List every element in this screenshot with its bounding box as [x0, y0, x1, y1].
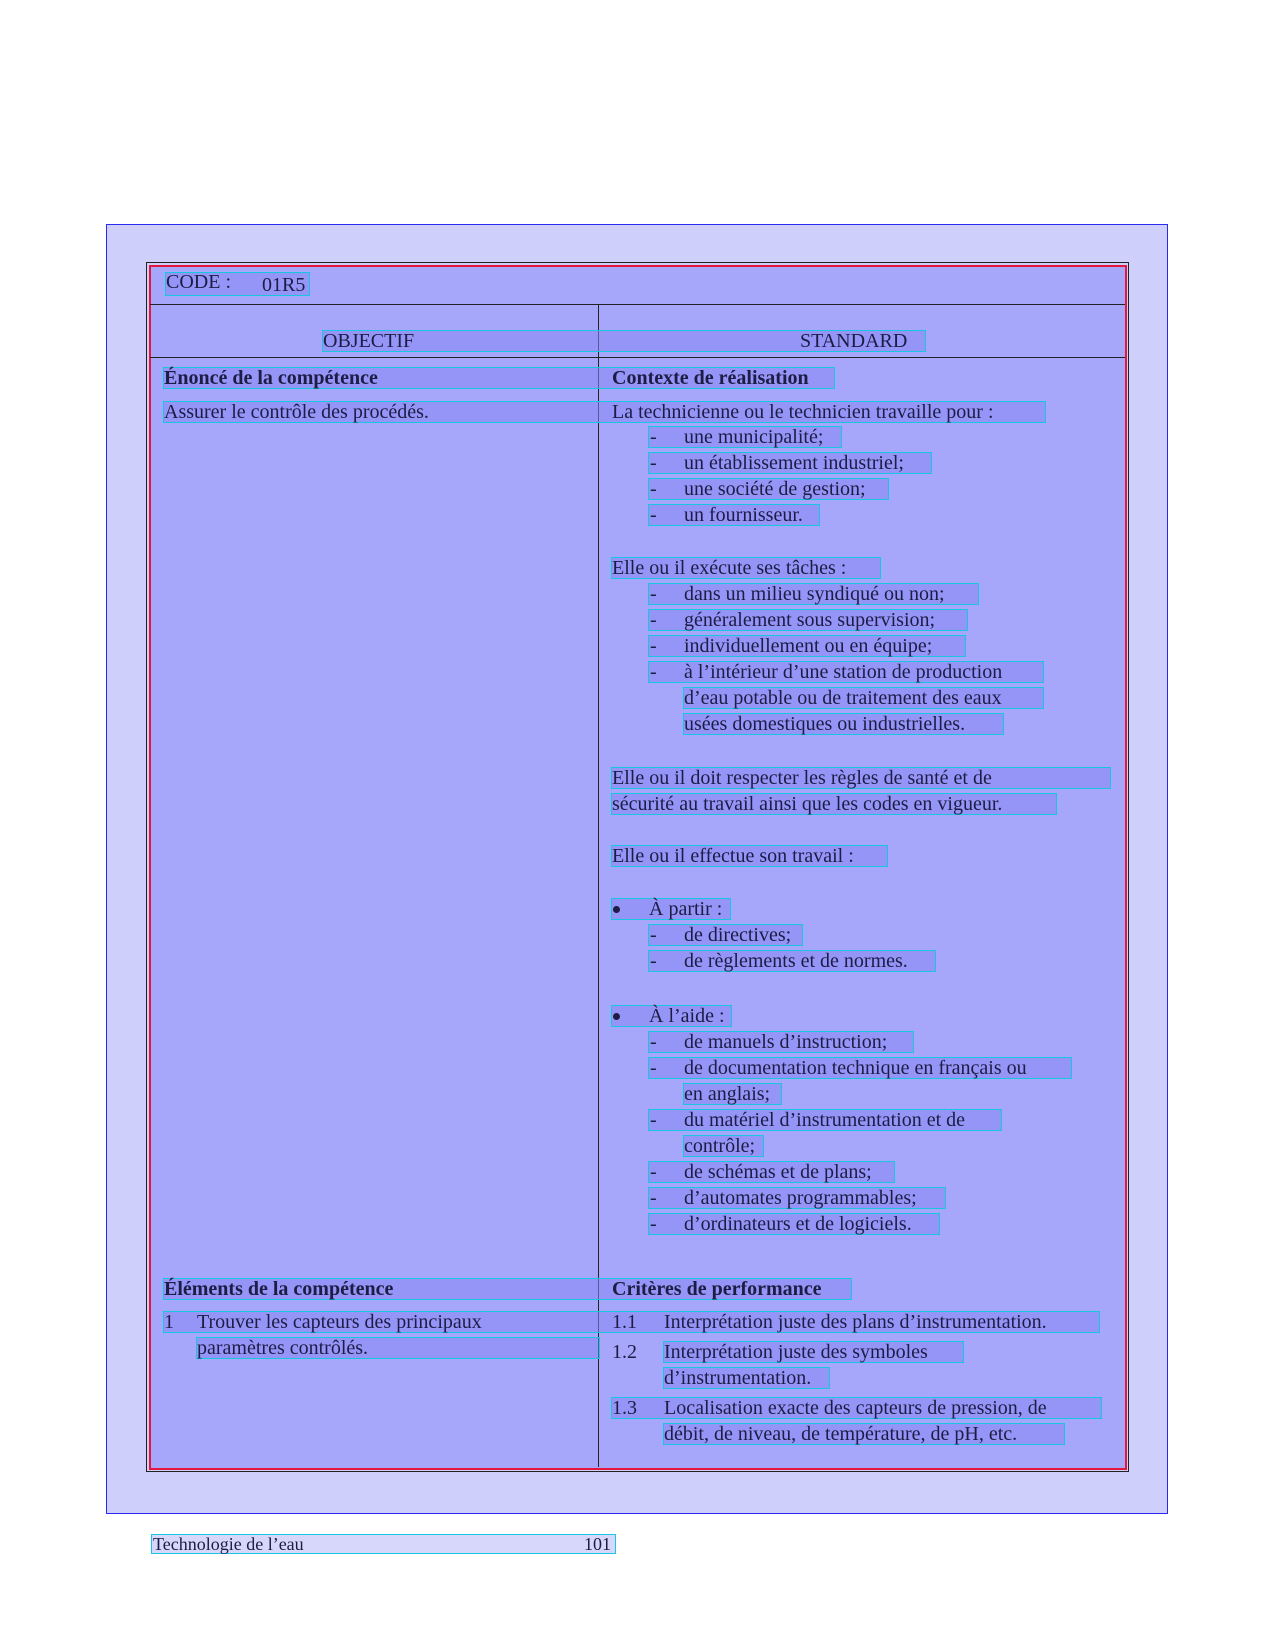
criterion-number: 1.1 [612, 1311, 637, 1333]
criterion-text: Localisation exacte des capteurs de pression, de [664, 1397, 1047, 1419]
list-item: de directives; [684, 924, 792, 946]
work-intro: Elle ou il effectue son travail : [612, 845, 854, 867]
contexte-heading: Contexte de réalisation [612, 367, 809, 389]
list-item: de documentation technique en français ou [684, 1057, 1027, 1079]
dash-icon: - [650, 583, 657, 605]
competence-statement: Assurer le contrôle des procédés. [164, 401, 429, 423]
code-label: CODE : [166, 271, 231, 293]
element-line-2: paramètres contrôlés. [197, 1337, 369, 1359]
criterion-number: 1.2 [612, 1341, 637, 1363]
criterion-text: d’instrumentation. [664, 1367, 812, 1389]
elements-heading: Éléments de la compétence [164, 1278, 394, 1300]
dash-icon: - [650, 609, 657, 631]
list-item: généralement sous supervision; [684, 609, 936, 631]
page-number: 101 [584, 1534, 611, 1554]
header-divider [150, 304, 1125, 305]
element-number: 1 [164, 1311, 174, 1333]
dash-icon: - [650, 1161, 657, 1183]
dash-icon: - [650, 1057, 657, 1079]
list-item: un fournisseur. [684, 504, 803, 526]
list-item: de manuels d’instruction; [684, 1031, 888, 1053]
list-item: dans un milieu syndiqué ou non; [684, 583, 945, 605]
list-item: individuellement ou en équipe; [684, 635, 933, 657]
dash-icon: - [650, 426, 657, 448]
list-item: de règlements et de normes. [684, 950, 908, 972]
dash-icon: - [650, 1031, 657, 1053]
element-line-1: Trouver les capteurs des principaux [197, 1311, 482, 1333]
bullet-icon [613, 906, 620, 913]
criterion-number: 1.3 [612, 1397, 637, 1419]
criterion-text: Interprétation juste des plans d’instrumentation. [664, 1311, 1047, 1333]
list-item: à l’intérieur d’une station de production [684, 661, 1003, 683]
dash-icon: - [650, 661, 657, 683]
footer-title: Technologie de l’eau [153, 1534, 304, 1554]
objectif-header: OBJECTIF [323, 330, 415, 352]
dash-icon: - [650, 478, 657, 500]
dash-icon: - [650, 950, 657, 972]
bullet-icon [613, 1013, 620, 1020]
list-item: d’ordinateurs et de logiciels. [684, 1213, 912, 1235]
standard-header: STANDARD [800, 330, 908, 352]
exec-intro: Elle ou il exécute ses tâches : [612, 557, 847, 579]
dash-icon: - [650, 1187, 657, 1209]
rules-line-2: sécurité au travail ainsi que les codes en vigueur. [612, 793, 1003, 815]
criterion-text: Interprétation juste des symboles [664, 1341, 928, 1363]
dash-icon: - [650, 924, 657, 946]
columns-divider [150, 357, 1125, 358]
page-footer [151, 1534, 616, 1554]
enonce-heading: Énoncé de la compétence [164, 367, 378, 389]
list-item: une municipalité; [684, 426, 824, 448]
list-item-continued: contrôle; [684, 1135, 756, 1157]
dash-icon: - [650, 1213, 657, 1235]
list-item: un établissement industriel; [684, 452, 904, 474]
dash-icon: - [650, 635, 657, 657]
dash-icon: - [650, 452, 657, 474]
rules-line-1: Elle ou il doit respecter les règles de santé et de [612, 767, 992, 789]
list-item-continued: en anglais; [684, 1083, 771, 1105]
list-item: de schémas et de plans; [684, 1161, 872, 1183]
code-value: 01R5 [262, 274, 306, 296]
list-item: d’automates programmables; [684, 1187, 917, 1209]
dash-icon: - [650, 504, 657, 526]
from-label: À partir : [649, 898, 723, 920]
criteres-heading: Critères de performance [612, 1278, 822, 1300]
dash-icon: - [650, 1109, 657, 1131]
aid-label: À l’aide : [649, 1005, 725, 1027]
criterion-text: débit, de niveau, de température, de pH, etc. [664, 1423, 1018, 1445]
list-item-continued: d’eau potable ou de traitement des eaux [684, 687, 1002, 709]
context-intro: La technicienne ou le technicien travaille pour : [612, 401, 994, 423]
list-item: une société de gestion; [684, 478, 866, 500]
list-item: du matériel d’instrumentation et de [684, 1109, 966, 1131]
list-item-continued: usées domestiques ou industrielles. [684, 713, 966, 735]
